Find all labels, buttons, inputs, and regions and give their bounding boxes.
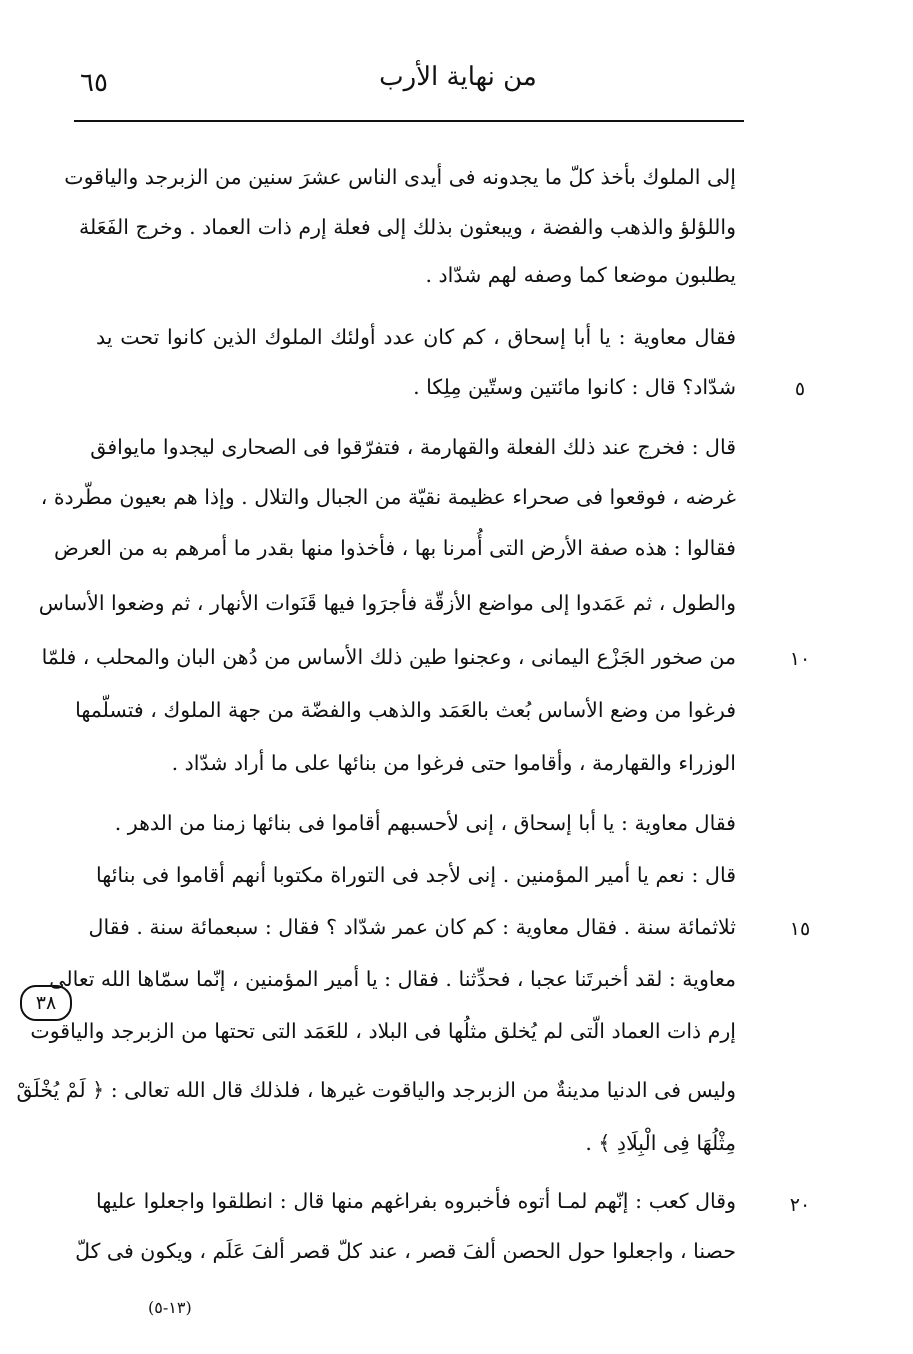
text-line: الوزراء والقهارمة ، وأقاموا حتى فرغوا من بنائها على ما أراد شدّاد .: [171, 751, 736, 775]
line-number-20: ٢٠: [789, 1194, 811, 1216]
margin-page-badge: ٣٨: [20, 985, 72, 1021]
text-line: فقالوا : هذه صفة الأرض التى أُمرنا بها ، فأخذوا منها بقدر ما أمرهم به من العرض: [54, 536, 736, 560]
text-line: قال : نعم يا أمير المؤمنين . إنى لأجد فى التوراة مكتوبا أنهم أقاموا فى بنائها: [96, 863, 736, 887]
text-line: وقال كعب : إنّهم لمـا أتوه فأخبروه بفراغهم منها قال : انطلقوا واجعلوا عليها: [96, 1189, 737, 1213]
text-line: من صخور الجَزْع اليمانى ، وعجنوا طين ذلك الأساس من دُهن البان والمحلب ، فلمّا: [41, 645, 736, 669]
text-line: فرغوا من وضع الأساس بُعث بالعَمَد والذهب والفضّة من جهة الملوك ، فتسلّمها: [75, 698, 736, 722]
text-line: قال : فخرج عند ذلك الفعلة والقهارمة ، فتفرّقوا فى الصحارى ليجدوا مايوافق: [90, 435, 736, 459]
text-line: واللؤلؤ والذهب والفضة ، ويبعثون بذلك إلى فعلة إرم ذات العماد . وخرج الفَعَلة: [79, 215, 736, 239]
text-line: شدّاد؟ قال : كانوا مائتين وستّين مِلِكا .: [413, 375, 736, 399]
text-line: إرم ذات العماد الّتى لم يُخلق مثلُها فى البلاد ، للعَمَد التى تحتها من الزبرجد والياقوت: [30, 1019, 736, 1043]
text-line: مِثْلُهَا فِى الْبِلَادِ ﴾ .: [585, 1131, 736, 1155]
text-line: وليس فى الدنيا مدينةٌ من الزبرجد والياقوت غيرها ، فلذلك قال الله تعالى : ﴿ لَمْ يُخْلَقْ: [16, 1078, 736, 1102]
text-line: والطول ، ثم عَمَدوا إلى مواضع الأزقّة فأجرَوا فيها قَنَوات الأنهار ، ثم وضعوا الأساس: [38, 591, 736, 615]
text-line: إلى الملوك بأخذ كلّ ما يجدونه فى أيدى الناس عشرَ سنين من الزبرجد والياقوت: [64, 165, 736, 189]
text-line: حصنا ، واجعلوا حول الحصن ألفَ قصر ، عند كلّ قصر ألفَ عَلَم ، ويكون فى كلّ: [75, 1239, 736, 1263]
text-line: فقال معاوية : يا أبا إسحاق ، إنى لأحسبهم أقاموا فى بنائها زمنا من الدهر .: [114, 811, 736, 835]
text-line: يطلبون موضعا كما وصفه لهم شدّاد .: [425, 263, 736, 287]
text-line: معاوية : لقد أخبرتَنا عجبا ، فحدِّثنا . فقال : يا أمير المؤمنين ، إنّما سمّاها الله تعالى: [49, 967, 736, 991]
page-number: ٦٥: [80, 68, 108, 98]
line-number-5: ٥: [794, 378, 806, 400]
line-number-15: ١٥: [789, 918, 811, 940]
running-header-title: من نهاية الأرب: [379, 62, 537, 92]
text-line: فقال معاوية : يا أبا إسحاق ، كم كان عدد أولئك الملوك الذين كانوا تحت يد: [96, 325, 736, 349]
signature-mark: (١٣-٥): [148, 1298, 192, 1317]
header-rule: [74, 120, 744, 122]
text-line: غرضه ، فوقعوا فى صحراء عظيمة نقيّة من الجبال والتلال . وإذا هم بعيون مطّردة ،: [40, 485, 736, 509]
line-number-10: ١٠: [789, 648, 811, 670]
text-line: ثلاثمائة سنة . فقال معاوية : كم كان عمر شدّاد ؟ فقال : سبعمائة سنة . فقال: [88, 915, 736, 939]
